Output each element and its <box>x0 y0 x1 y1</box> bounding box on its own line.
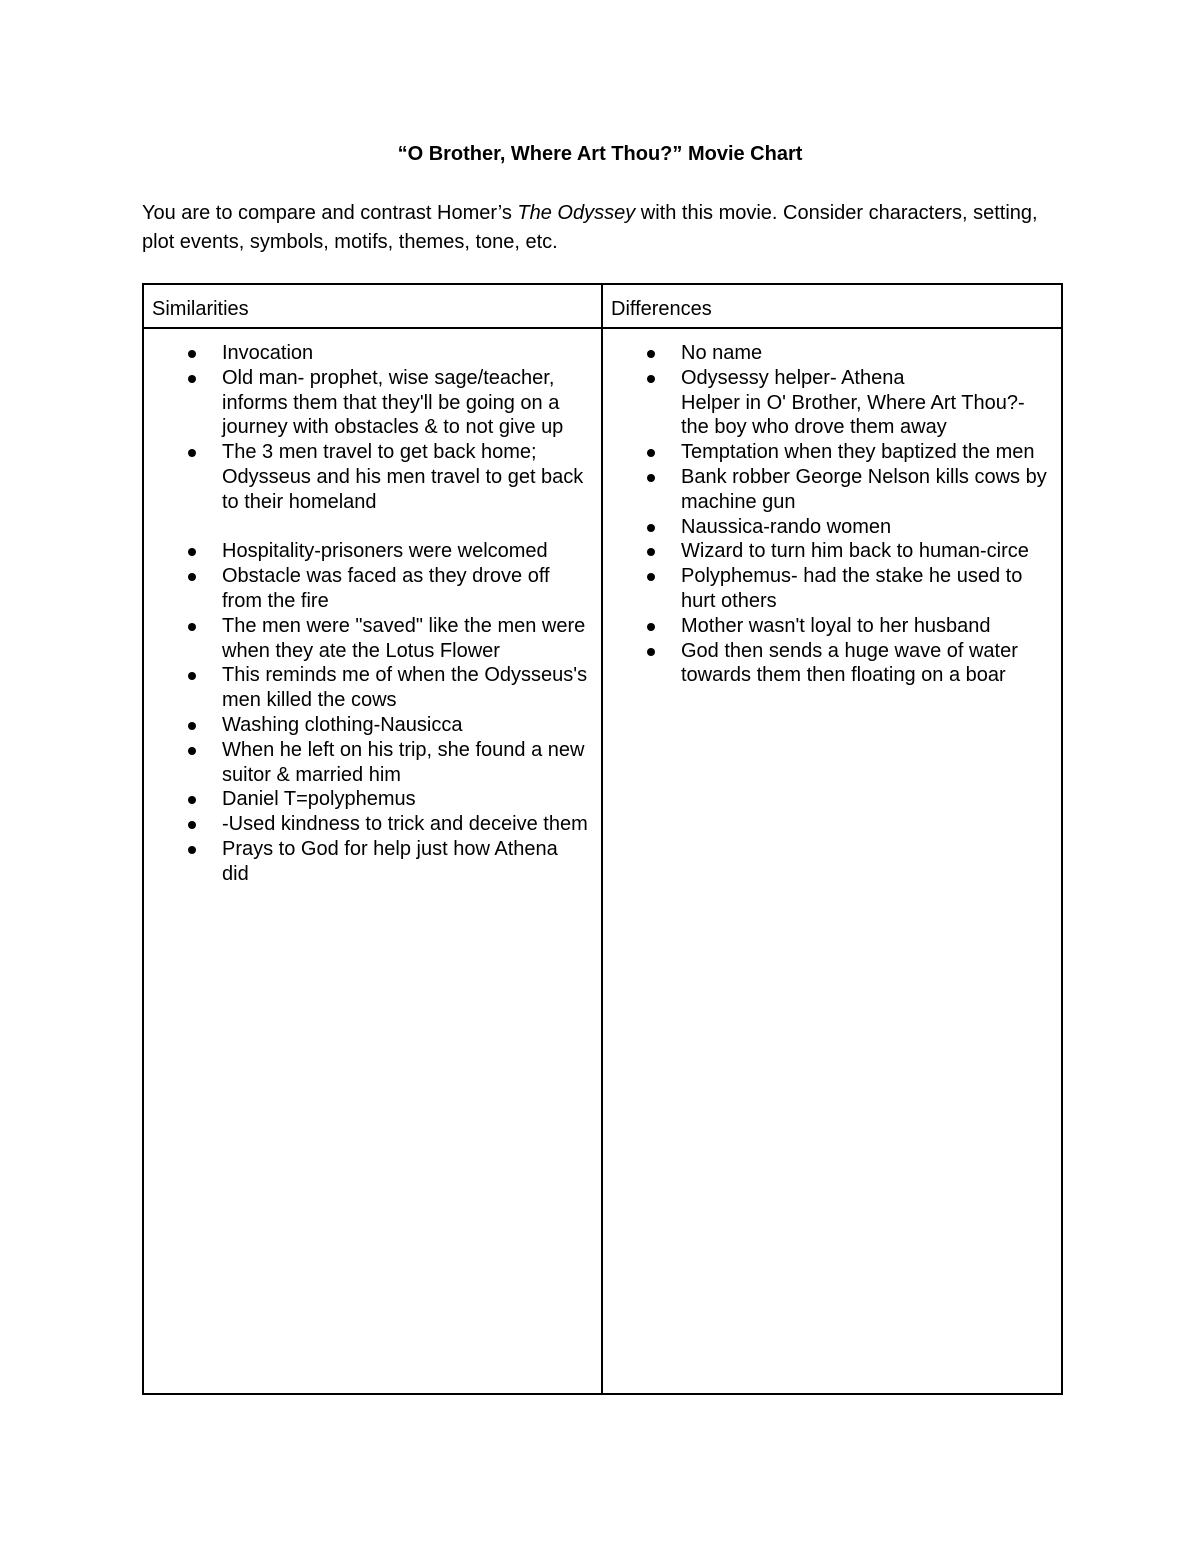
differences-cell <box>602 328 1062 1394</box>
bullet-icon <box>188 548 196 556</box>
comparison-chart <box>142 283 1063 1395</box>
bullet-icon <box>647 648 655 656</box>
similarities-cell <box>143 328 602 1394</box>
list-item <box>222 366 589 440</box>
differences-header: Differences <box>602 284 1062 328</box>
bullet-icon <box>188 449 196 457</box>
similarities-header: Similarities <box>143 284 602 328</box>
bullet-icon <box>647 474 655 482</box>
list-item-text: Hospitality-prisoners were welcomed <box>222 540 548 563</box>
list-item-text: Bank robber George Nelson kills cows by machine gun <box>681 465 1047 513</box>
list-item-text: Old man- prophet, wise sage/teacher, informs them that they'll be going on a journey with obstacles & to not give up <box>222 366 564 439</box>
list-item <box>222 663 589 713</box>
list-item <box>681 614 1049 639</box>
list-item <box>222 812 589 837</box>
list-item <box>681 465 1049 515</box>
instructions-work-title: The Odyssey <box>517 202 636 224</box>
differences-list <box>603 341 1049 688</box>
instructions-text-start: You are to compare and contrast Homer’s <box>142 202 518 224</box>
bullet-icon <box>188 821 196 829</box>
bullet-icon <box>647 548 655 556</box>
list-item <box>222 837 589 887</box>
list-item <box>681 564 1049 614</box>
list-item-text: God then sends a huge wave of water towards them then floating on a boar <box>681 639 1018 687</box>
bullet-icon <box>647 449 655 457</box>
list-item <box>222 564 589 614</box>
list-item <box>222 713 589 738</box>
bullet-icon <box>188 747 196 755</box>
list-item-text: Wizard to turn him back to human-circe <box>681 540 1029 563</box>
bullet-icon <box>188 350 196 358</box>
similarities-list <box>144 341 589 887</box>
list-item-text: -Used kindness to trick and deceive them <box>222 813 588 836</box>
bullet-icon <box>647 350 655 358</box>
list-item-text: Naussica-rando women <box>681 515 892 538</box>
list-item <box>681 515 1049 540</box>
list-item <box>222 539 589 564</box>
bullet-icon <box>188 796 196 804</box>
bullet-icon <box>188 672 196 680</box>
list-item-text: The 3 men travel to get back home; Odysseus and his men travel to get back to their homeland <box>222 441 584 513</box>
list-item-text: Polyphemus- had the stake he used to hurt others <box>681 565 1023 612</box>
list-item <box>222 440 589 514</box>
list-item-text: Mother wasn't loyal to her husband <box>681 614 991 637</box>
list-item-text: Prays to God for help just how Athena did <box>222 837 558 885</box>
instructions-text-end: with this movie. Consider characters, setting, plot events, symbols, motifs, themes, tone, etc. <box>142 202 1038 253</box>
bullet-icon <box>647 375 655 383</box>
bullet-icon <box>188 375 196 383</box>
bullet-icon <box>188 722 196 730</box>
bullet-icon <box>188 623 196 631</box>
chart-body-row <box>143 328 1062 1394</box>
instructions-paragraph <box>142 199 1062 257</box>
bullet-icon <box>188 846 196 854</box>
list-item-text: Temptation when they baptized the men <box>681 441 1035 464</box>
bullet-icon <box>647 573 655 581</box>
list-item-text: No name <box>681 342 763 364</box>
list-item-note: Helper in O' Brother, Where Art Thou?- the boy who drove them away <box>681 391 1025 439</box>
list-item <box>222 341 589 366</box>
list-item <box>681 341 1049 366</box>
page-title: “O Brother, Where Art Thou?” Movie Chart <box>397 143 803 165</box>
list-item-text: Obstacle was faced as they drove off from the fire <box>222 565 550 612</box>
list-item-text: Invocation <box>222 342 314 364</box>
list-item <box>222 614 589 664</box>
bullet-icon <box>647 524 655 532</box>
list-item-text: When he left on his trip, she found a new suitor & married him <box>222 738 585 786</box>
list-item <box>681 440 1049 465</box>
list-item <box>681 366 1049 440</box>
list-item <box>681 639 1049 689</box>
list-item-text: This reminds me of when the Odysseus's men killed the cows <box>222 664 588 712</box>
list-item-text: Washing clothing-Nausicca <box>222 713 463 736</box>
list-item <box>222 738 589 788</box>
list-item <box>222 787 589 812</box>
list-item <box>681 539 1049 564</box>
list-item-text: The men were "saved" like the men were when they ate the Lotus Flower <box>222 614 586 662</box>
list-item-text: Odysessy helper- Athena <box>681 366 905 389</box>
list-item-text: Daniel T=polyphemus <box>222 788 416 811</box>
bullet-icon <box>647 623 655 631</box>
chart-header-row <box>143 284 1062 328</box>
bullet-icon <box>188 573 196 581</box>
